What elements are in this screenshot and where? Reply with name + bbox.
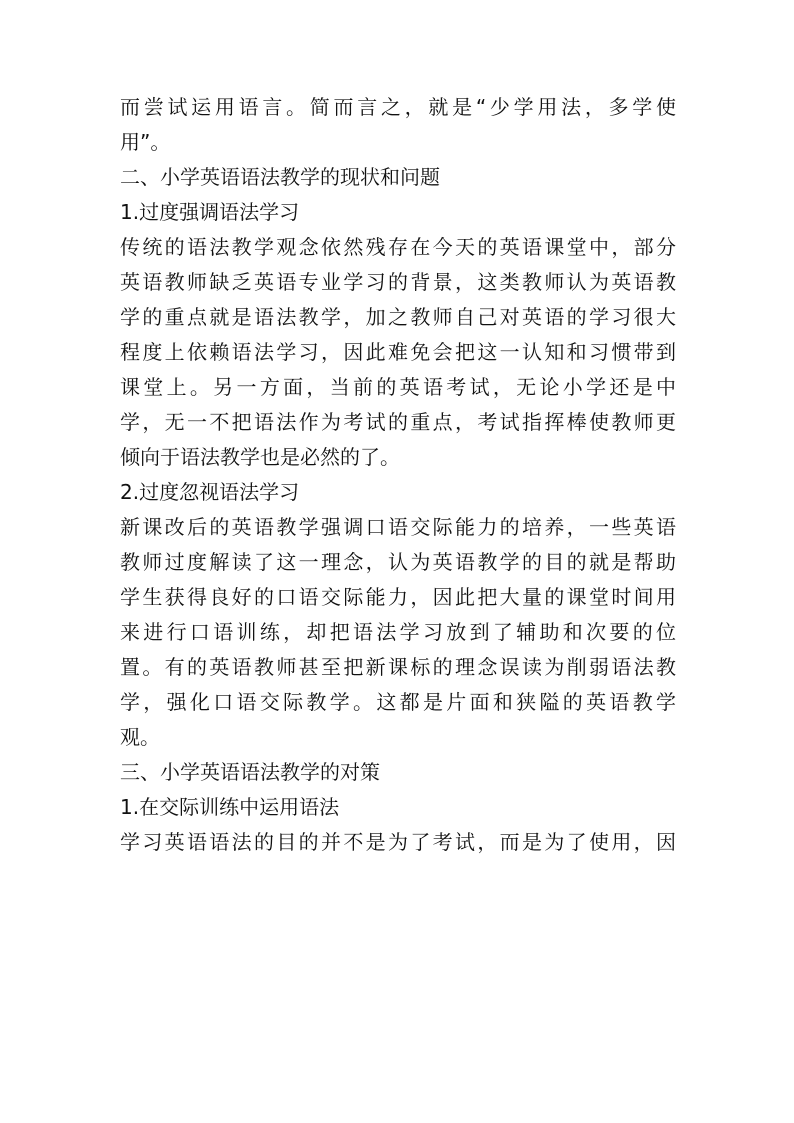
text-line: 传统的语法教学观念依然残存在今天的英语课堂中，部分 <box>120 235 676 259</box>
text-line: 新课改后的英语教学强调口语交际能力的培养，一些英语 <box>120 515 676 539</box>
text-line: 倾向于语法教学也是必然的了。 <box>120 445 400 469</box>
section-heading: 三、小学英语语法教学的对策 <box>120 760 380 784</box>
text-line: 学习英语语法的目的并不是为了考试，而是为了使用，因 <box>120 830 676 854</box>
text-line: 观。 <box>120 725 160 749</box>
subsection-heading: 1.过度强调语法学习 <box>120 200 300 224</box>
text-line: 来进行口语训练，却把语法学习放到了辅助和次要的位 <box>120 620 676 644</box>
text-line: 学的重点就是语法教学，加之教师自己对英语的学习很大 <box>120 305 676 329</box>
text-line: 学，强化口语交际教学。这都是片面和狭隘的英语教学 <box>120 690 676 714</box>
text-line: 学，无一不把语法作为考试的重点，考试指挥棒使教师更 <box>120 410 676 434</box>
subsection-heading: 2.过度忽视语法学习 <box>120 480 300 504</box>
section-heading: 二、小学英语语法教学的现状和问题 <box>120 165 440 189</box>
text-line: 用”。 <box>120 130 171 154</box>
text-line: 教师过度解读了这一理念，认为英语教学的目的就是帮助 <box>120 550 676 574</box>
subsection-heading: 1.在交际训练中运用语法 <box>120 795 340 819</box>
text-line: 程度上依赖语法学习，因此难免会把这一认知和习惯带到 <box>120 340 676 364</box>
text-line: 英语教师缺乏英语专业学习的背景，这类教师认为英语教 <box>120 270 676 294</box>
document-body <box>120 90 676 860</box>
text-line: 而尝试运用语言。简而言之，就是“少学用法，多学使 <box>120 95 676 119</box>
text-line: 课堂上。另一方面，当前的英语考试，无论小学还是中 <box>120 375 676 399</box>
text-line: 学生获得良好的口语交际能力，因此把大量的课堂时间用 <box>120 585 676 609</box>
text-line: 置。有的英语教师甚至把新课标的理念误读为削弱语法教 <box>120 655 676 679</box>
